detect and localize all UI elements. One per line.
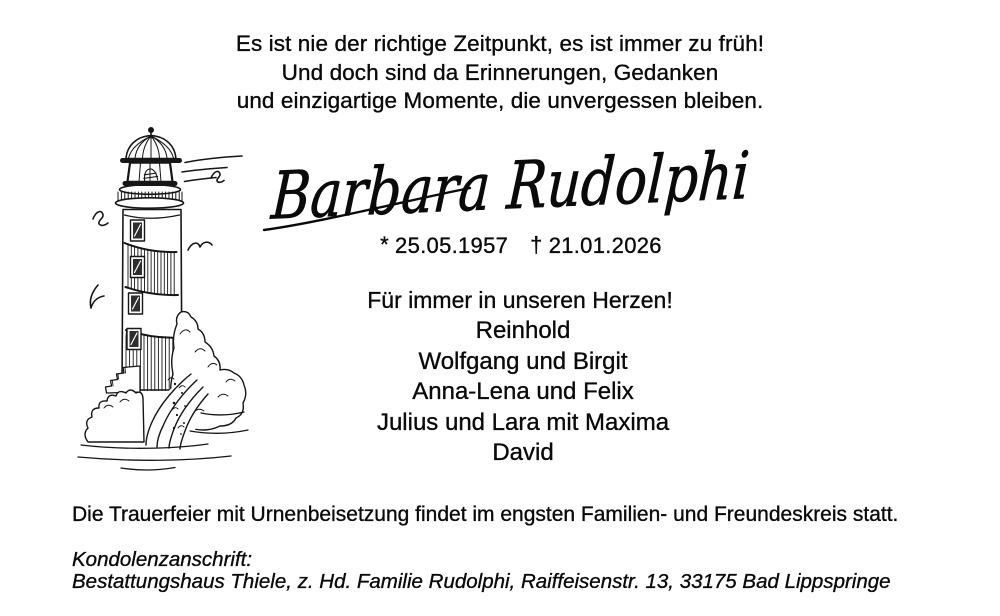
name-flourish: [260, 184, 474, 234]
death-date: 21.01.2026: [548, 233, 662, 258]
deceased-name: [0, 137, 1000, 235]
condolence-label: Kondolenzanschrift:: [72, 548, 253, 571]
tribute-heading: Für immer in unseren Herzen!: [367, 287, 673, 313]
birth-date: 25.05.1957: [395, 233, 509, 258]
opening-line: Es ist nie der richtige Zeitpunkt, es ist immer zu früh!: [235, 31, 765, 56]
tower-window: [131, 257, 145, 278]
mourner-name: Julius und Lara mit Maxima: [376, 408, 670, 436]
mourner-name: Wolfgang und Birgit: [418, 347, 628, 375]
deceased-name-text: Barbara Rudolphi: [269, 137, 753, 235]
death-symbol: †: [530, 232, 543, 257]
opening-line: Und doch sind da Erinnerungen, Gedanken: [281, 59, 719, 85]
mourner-name: Anna-Lena und Felix: [412, 378, 634, 406]
funeral-notice: Die Trauerfeier mit Urnenbeisetzung findet im engsten Familien- und Freundeskreis statt.: [72, 503, 899, 526]
mourners-list: [0, 316, 1000, 469]
mourner-name: David: [492, 439, 554, 467]
mourner-name: Reinhold: [475, 317, 571, 344]
life-dates: [0, 233, 1000, 259]
opening-line: und einzigartige Momente, die unvergessen bleiben.: [236, 88, 764, 114]
opening-verse: [0, 30, 1000, 116]
birth-symbol: *: [380, 232, 390, 257]
condolence-address: Bestattungshaus Thiele, z. Hd. Familie Rudolphi, Raiffeisenstr. 13, 33175 Bad Lippspringe: [72, 570, 891, 593]
